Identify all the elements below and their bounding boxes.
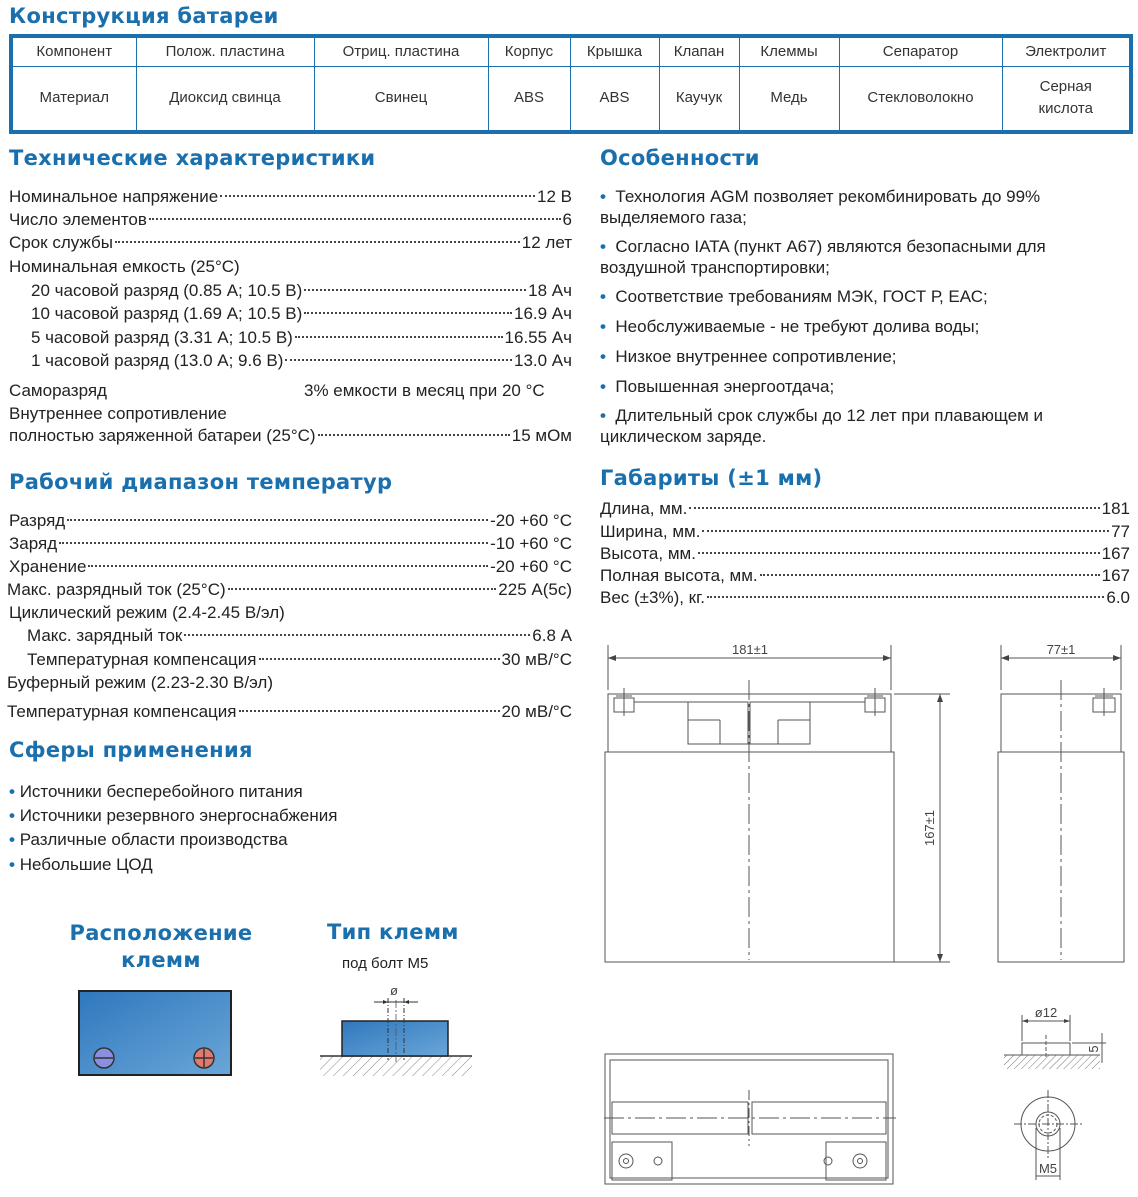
spec-label: 1 часовой разряд (13.0 А; 9.6 В) <box>31 351 284 370</box>
application-item: • Источники резервного энергоснабжения <box>9 806 338 825</box>
temp-row-charge <box>9 533 572 555</box>
resistance-title: Внутреннее сопротивление <box>9 404 227 423</box>
temp-label: Разряд <box>9 511 66 530</box>
application-item: • Небольшие ЦОД <box>9 855 153 874</box>
specs-title: Технические характеристики <box>9 146 376 170</box>
spec-label: 10 часовой разряд (1.69 А; 10.5 В) <box>31 304 303 323</box>
dim-row-length <box>600 498 1130 520</box>
temp-label: Макс. разрядный ток (25°С) <box>7 580 226 599</box>
battery-top-view-drawing <box>600 1050 900 1190</box>
temp-label: Макс. зарядный ток <box>27 626 183 645</box>
table-header-cell: Клеммы <box>739 36 839 66</box>
table-cell: Материал <box>11 66 136 132</box>
terminal-type-title: Тип клемм <box>327 920 459 944</box>
temp-label: Температурная компенсация <box>7 702 237 721</box>
spec-value: 18 Ач <box>528 281 572 300</box>
dim-value: 167 <box>1101 566 1130 585</box>
temp-label: Заряд <box>9 534 58 553</box>
length-dimension: 181±1 <box>731 642 769 657</box>
self-discharge-label: Саморазряд <box>9 381 107 400</box>
self-discharge-value: 3% емкости в месяц при 20 °С <box>304 381 545 400</box>
capacity-title: Номинальная емкость (25°С) <box>9 257 240 276</box>
application-item: • Различные области производства <box>9 830 288 849</box>
spec-row-cells <box>9 209 572 231</box>
spec-label: полностью заряженной батареи (25°С) <box>9 426 316 445</box>
dim-label: Длина, мм. <box>600 499 688 518</box>
construction-table <box>9 34 1133 134</box>
table-header-cell: Крышка <box>570 36 659 66</box>
table-cell: ABS <box>570 66 659 132</box>
dim-label: Высота, мм. <box>600 544 696 563</box>
table-cell: ABS <box>488 66 570 132</box>
features-title: Особенности <box>600 146 760 170</box>
spec-label: Номинальное напряжение <box>9 187 219 206</box>
spec-value: 13.0 Ач <box>513 351 572 370</box>
spec-row-life <box>9 232 572 254</box>
terminal-type-subtitle: под болт М5 <box>342 955 429 972</box>
temp-value: 30 мВ/°С <box>501 650 572 669</box>
dim-value: 167 <box>1101 544 1130 563</box>
terminal-block <box>342 1021 448 1056</box>
temp-value: -20 +60 °С <box>490 557 572 576</box>
temp-row-max-charge <box>27 625 572 647</box>
dim-row-weight <box>600 587 1130 609</box>
negative-terminal-icon <box>94 1048 114 1068</box>
table-cell: Медь <box>739 66 839 132</box>
temp-row-max-discharge <box>7 579 572 601</box>
dim-value: 77 <box>1111 522 1130 541</box>
temp-value: -10 +60 °С <box>490 534 572 553</box>
dim-value: 6.0 <box>1106 588 1130 607</box>
spec-row-resistance <box>9 425 572 447</box>
spec-label: 20 часовой разряд (0.85 А; 10.5 В) <box>31 281 303 300</box>
temp-value: -20 +60 °С <box>490 511 572 530</box>
applications-title: Сферы применения <box>9 738 253 762</box>
temp-row-storage <box>9 556 572 578</box>
spec-value: 12 В <box>537 187 572 206</box>
temp-row-discharge <box>9 510 572 532</box>
feature-item: • Необслуживаемые - не требуют долива воды; <box>600 317 980 336</box>
application-item: • Источники бесперебойного питания <box>9 782 303 801</box>
feature-item: • Длительный срок службы до 12 лет при плавающем и циклическом заряде. <box>600 406 1044 446</box>
table-header-cell: Корпус <box>488 36 570 66</box>
battery-front-view-drawing <box>600 640 960 970</box>
temp-row-comp-float <box>7 701 572 723</box>
cyclic-title: Циклический режим (2.4-2.45 В/эл) <box>9 603 285 622</box>
table-header-cell: Компонент <box>11 36 136 66</box>
table-header-cell: Клапан <box>659 36 739 66</box>
dimensions-title: Габариты (±1 мм) <box>600 466 823 490</box>
spec-value: 15 мОм <box>511 426 572 445</box>
height-dimension: 167±1 <box>922 809 937 847</box>
table-cell: Серная кислота <box>1002 66 1131 132</box>
dim-label: Ширина, мм. <box>600 522 701 541</box>
feature-item: • Соответствие требованиям МЭК, ГОСТ Р, ЕАС; <box>600 287 988 306</box>
temp-value: 225 А(5с) <box>498 580 572 599</box>
diameter-symbol: ø <box>390 983 398 998</box>
spec-value: 16.55 Ач <box>504 328 572 347</box>
dim-row-total-height <box>600 565 1130 587</box>
spec-row-rate10 <box>31 303 572 325</box>
bolt-height-dimension: 5 <box>1086 1045 1101 1053</box>
temp-label: Температурная компенсация <box>27 650 257 669</box>
table-header-cell: Полож. пластина <box>136 36 314 66</box>
bolt-top-detail <box>1010 1088 1100 1188</box>
bolt-thread-label: М5 <box>1038 1161 1058 1176</box>
dim-row-height <box>600 543 1130 565</box>
dim-label: Полная высота, мм. <box>600 566 758 585</box>
spec-value: 16.9 Ач <box>513 304 572 323</box>
terminal-type-diagram <box>320 980 474 1080</box>
construction-value-row <box>11 66 1131 132</box>
spec-label: Срок службы <box>9 233 113 252</box>
battery-side-view-drawing <box>995 640 1135 970</box>
terminal-layout-title: Расположение клемм <box>69 921 253 972</box>
table-cell: Свинец <box>314 66 488 132</box>
dim-row-width <box>600 521 1130 543</box>
spec-label: 5 часовой разряд (3.31 А; 10.5 В) <box>31 328 293 347</box>
table-cell: Стекловолокно <box>839 66 1002 132</box>
dim-label: Вес (±3%), кг. <box>600 588 705 607</box>
bolt-diameter-dimension: ø12 <box>1034 1005 1058 1020</box>
construction-title: Конструкция батареи <box>9 4 279 28</box>
spec-row-rate5 <box>31 327 572 349</box>
feature-item: • Повышенная энергоотдача; <box>600 377 835 396</box>
temp-label: Хранение <box>9 557 87 576</box>
table-header-cell: Сепаратор <box>839 36 1002 66</box>
spec-row-voltage <box>9 186 572 208</box>
feature-item: • Низкое внутреннее сопротивление; <box>600 347 897 366</box>
temp-value: 20 мВ/°С <box>501 702 572 721</box>
temp-row-comp-cyclic <box>27 649 572 671</box>
table-header-cell: Отриц. пластина <box>314 36 488 66</box>
spec-row-rate1 <box>31 350 572 372</box>
table-cell: Диоксид свинца <box>136 66 314 132</box>
positive-terminal-icon <box>194 1048 214 1068</box>
width-dimension: 77±1 <box>1046 642 1076 657</box>
temps-title: Рабочий диапазон температур <box>9 470 393 494</box>
float-title: Буферный режим (2.23-2.30 В/эл) <box>7 673 273 692</box>
terminal-layout-diagram <box>78 990 234 1078</box>
table-header-cell: Электролит <box>1002 36 1131 66</box>
bolt-side-detail <box>1000 1005 1115 1080</box>
table-cell: Каучук <box>659 66 739 132</box>
temp-value: 6.8 А <box>532 626 572 645</box>
spec-value: 12 лет <box>521 233 572 252</box>
spec-value: 6 <box>562 210 572 229</box>
feature-item: • Технология AGM позволяет рекомбинировать до 99% выделяемого газа; <box>600 187 1041 227</box>
spec-label: Число элементов <box>9 210 147 229</box>
dim-value: 181 <box>1101 499 1130 518</box>
feature-item: • Согласно IATA (пункт А67) являются безопасными для воздушной транспортировки; <box>600 237 1046 277</box>
construction-header-row <box>11 36 1131 66</box>
spec-row-rate20 <box>31 280 572 302</box>
